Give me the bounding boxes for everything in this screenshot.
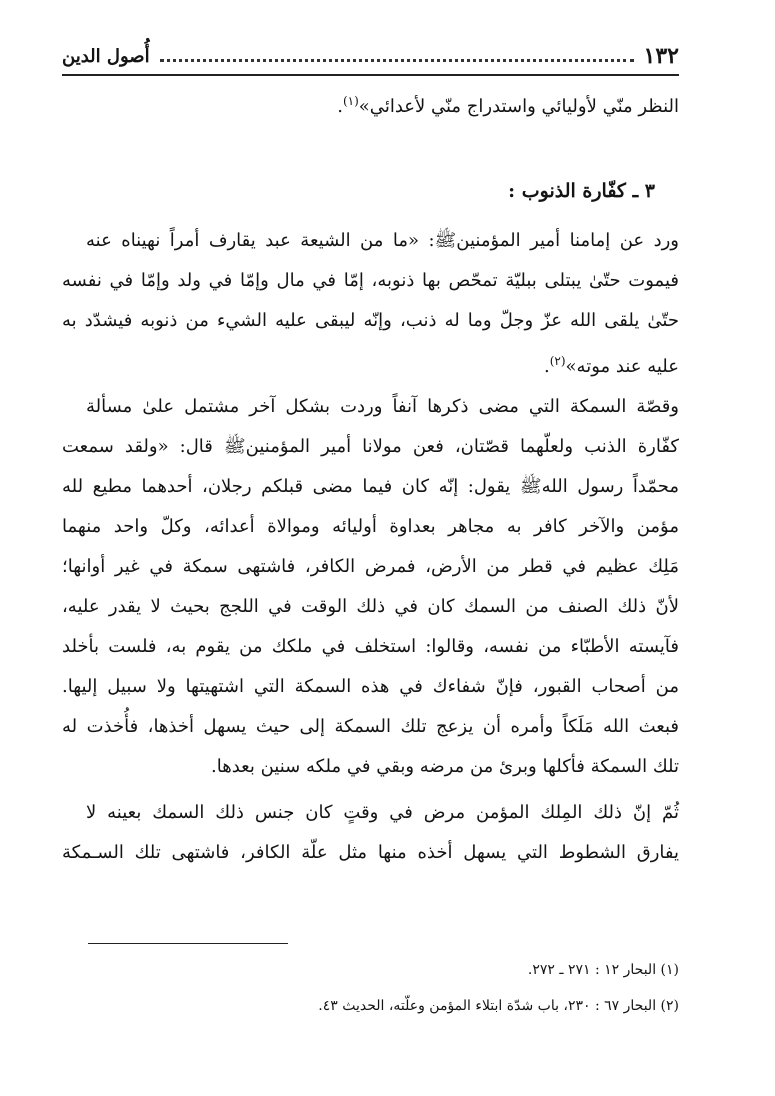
text-line: مَلِك عظيم في قطر من الأرض، فمرض الكافر، فاشتهى سمكة في غير أوانها؛ bbox=[62, 556, 679, 577]
text-line: فبعث الله مَلَكاً وأمره أن يزعج تلك السمكة إلى حيث يسهل أخذها، فأُخذت له bbox=[62, 716, 679, 737]
honorific-symbol: ﷺ bbox=[223, 436, 246, 457]
footnote-separator bbox=[88, 943, 288, 944]
section-heading: ٣ ـ كفّارة الذنوب : bbox=[508, 180, 655, 202]
running-header bbox=[62, 38, 679, 76]
text-line: فيموت حتّىٰ يبتلى ببليّة تمحّص بها ذنوبه، إمّا في مال وإمّا في ولد وإمّا في نفسه bbox=[62, 270, 679, 291]
footnote: (١) البحار ١٢ : ٢٧١ ـ ٢٧٢. bbox=[527, 962, 679, 978]
text-line: فآيسته الأطبّاء من نفسه، وقالوا: استخلف في ملكك من يقوم به، فلست بأخلد bbox=[62, 636, 679, 657]
text-line: تلك السمكة فأكلها وبرئ من مرضه وبقي في ملكه سنين بعدها. bbox=[211, 756, 679, 777]
text-line: محمّداً رسول اللهﷺ يقول: إنّه كان فيما مضى قبلكم رجلان، أحدهما مطيع لله bbox=[62, 476, 679, 497]
text-line: ثُمّ إنّ ذلك المِلك المؤمن مرض في وقتٍ كان جنس ذلك السمك بعينه لا bbox=[86, 802, 679, 823]
text-line: عليه عند موته»$^{(٢)}$. bbox=[543, 354, 679, 377]
chapter-title: أُصول الدين bbox=[62, 45, 150, 67]
honorific-symbol: ﷺ bbox=[519, 476, 542, 497]
text-line: لأنّ ذلك الصنف من السمك كان في ذلك الوقت في اللجج بحيث لا يقدر عليه، bbox=[62, 596, 679, 617]
dot-leader bbox=[160, 59, 634, 62]
text-line: كفّارة الذنب ولعلّهما قصّتان، فعن مولانا أمير المؤمنينﷺ قال: «ولقد سمعت bbox=[62, 436, 679, 457]
text-line: ورد عن إمامنا أمير المؤمنينﷺ: «ما من الشيعة عبد يقارف أمراً نهيناه عنه bbox=[86, 230, 679, 251]
text-line: يفارق الشطوط التي يسهل أخذه منها مثل علّة الكافر، فاشتهى تلك السـمكة bbox=[62, 842, 679, 863]
text-line: حتّىٰ يلقى الله عزّ وجلّ وما له ذنب، وإنّه ليبقى عليه الشيء من ذنوبه فيشدّد به bbox=[62, 310, 679, 331]
page-number: ١٣٢ bbox=[643, 43, 679, 69]
text-line: وقصّة السمكة التي مضى ذكرها آنفاً وردت بشكل آخر مشتمل علىٰ مسألة bbox=[86, 396, 679, 417]
text-line: مؤمن والآخر كافر به مجاهر بعداوة أوليائه وموالاة أعدائه، وكلّ واحد منهما bbox=[62, 516, 679, 537]
text-line: من أصحاب القبور، فإنّ شفاءك في هذه السمكة التي اشتهيتها ولا سبيل إليها. bbox=[62, 676, 679, 697]
footnote-ref: (٢) bbox=[549, 354, 566, 368]
text-line: النظر منّي لأوليائي واستدراج منّي لأعدائي»$^{(١)}$. bbox=[337, 94, 679, 117]
footnote-ref: (١) bbox=[342, 94, 359, 108]
honorific-symbol: ﷺ bbox=[434, 230, 457, 251]
footnote: (٢) البحار ٦٧ : ٢٣٠، باب شدّة ابتلاء المؤمن وعلّته، الحديث ٤٣. bbox=[318, 998, 679, 1014]
